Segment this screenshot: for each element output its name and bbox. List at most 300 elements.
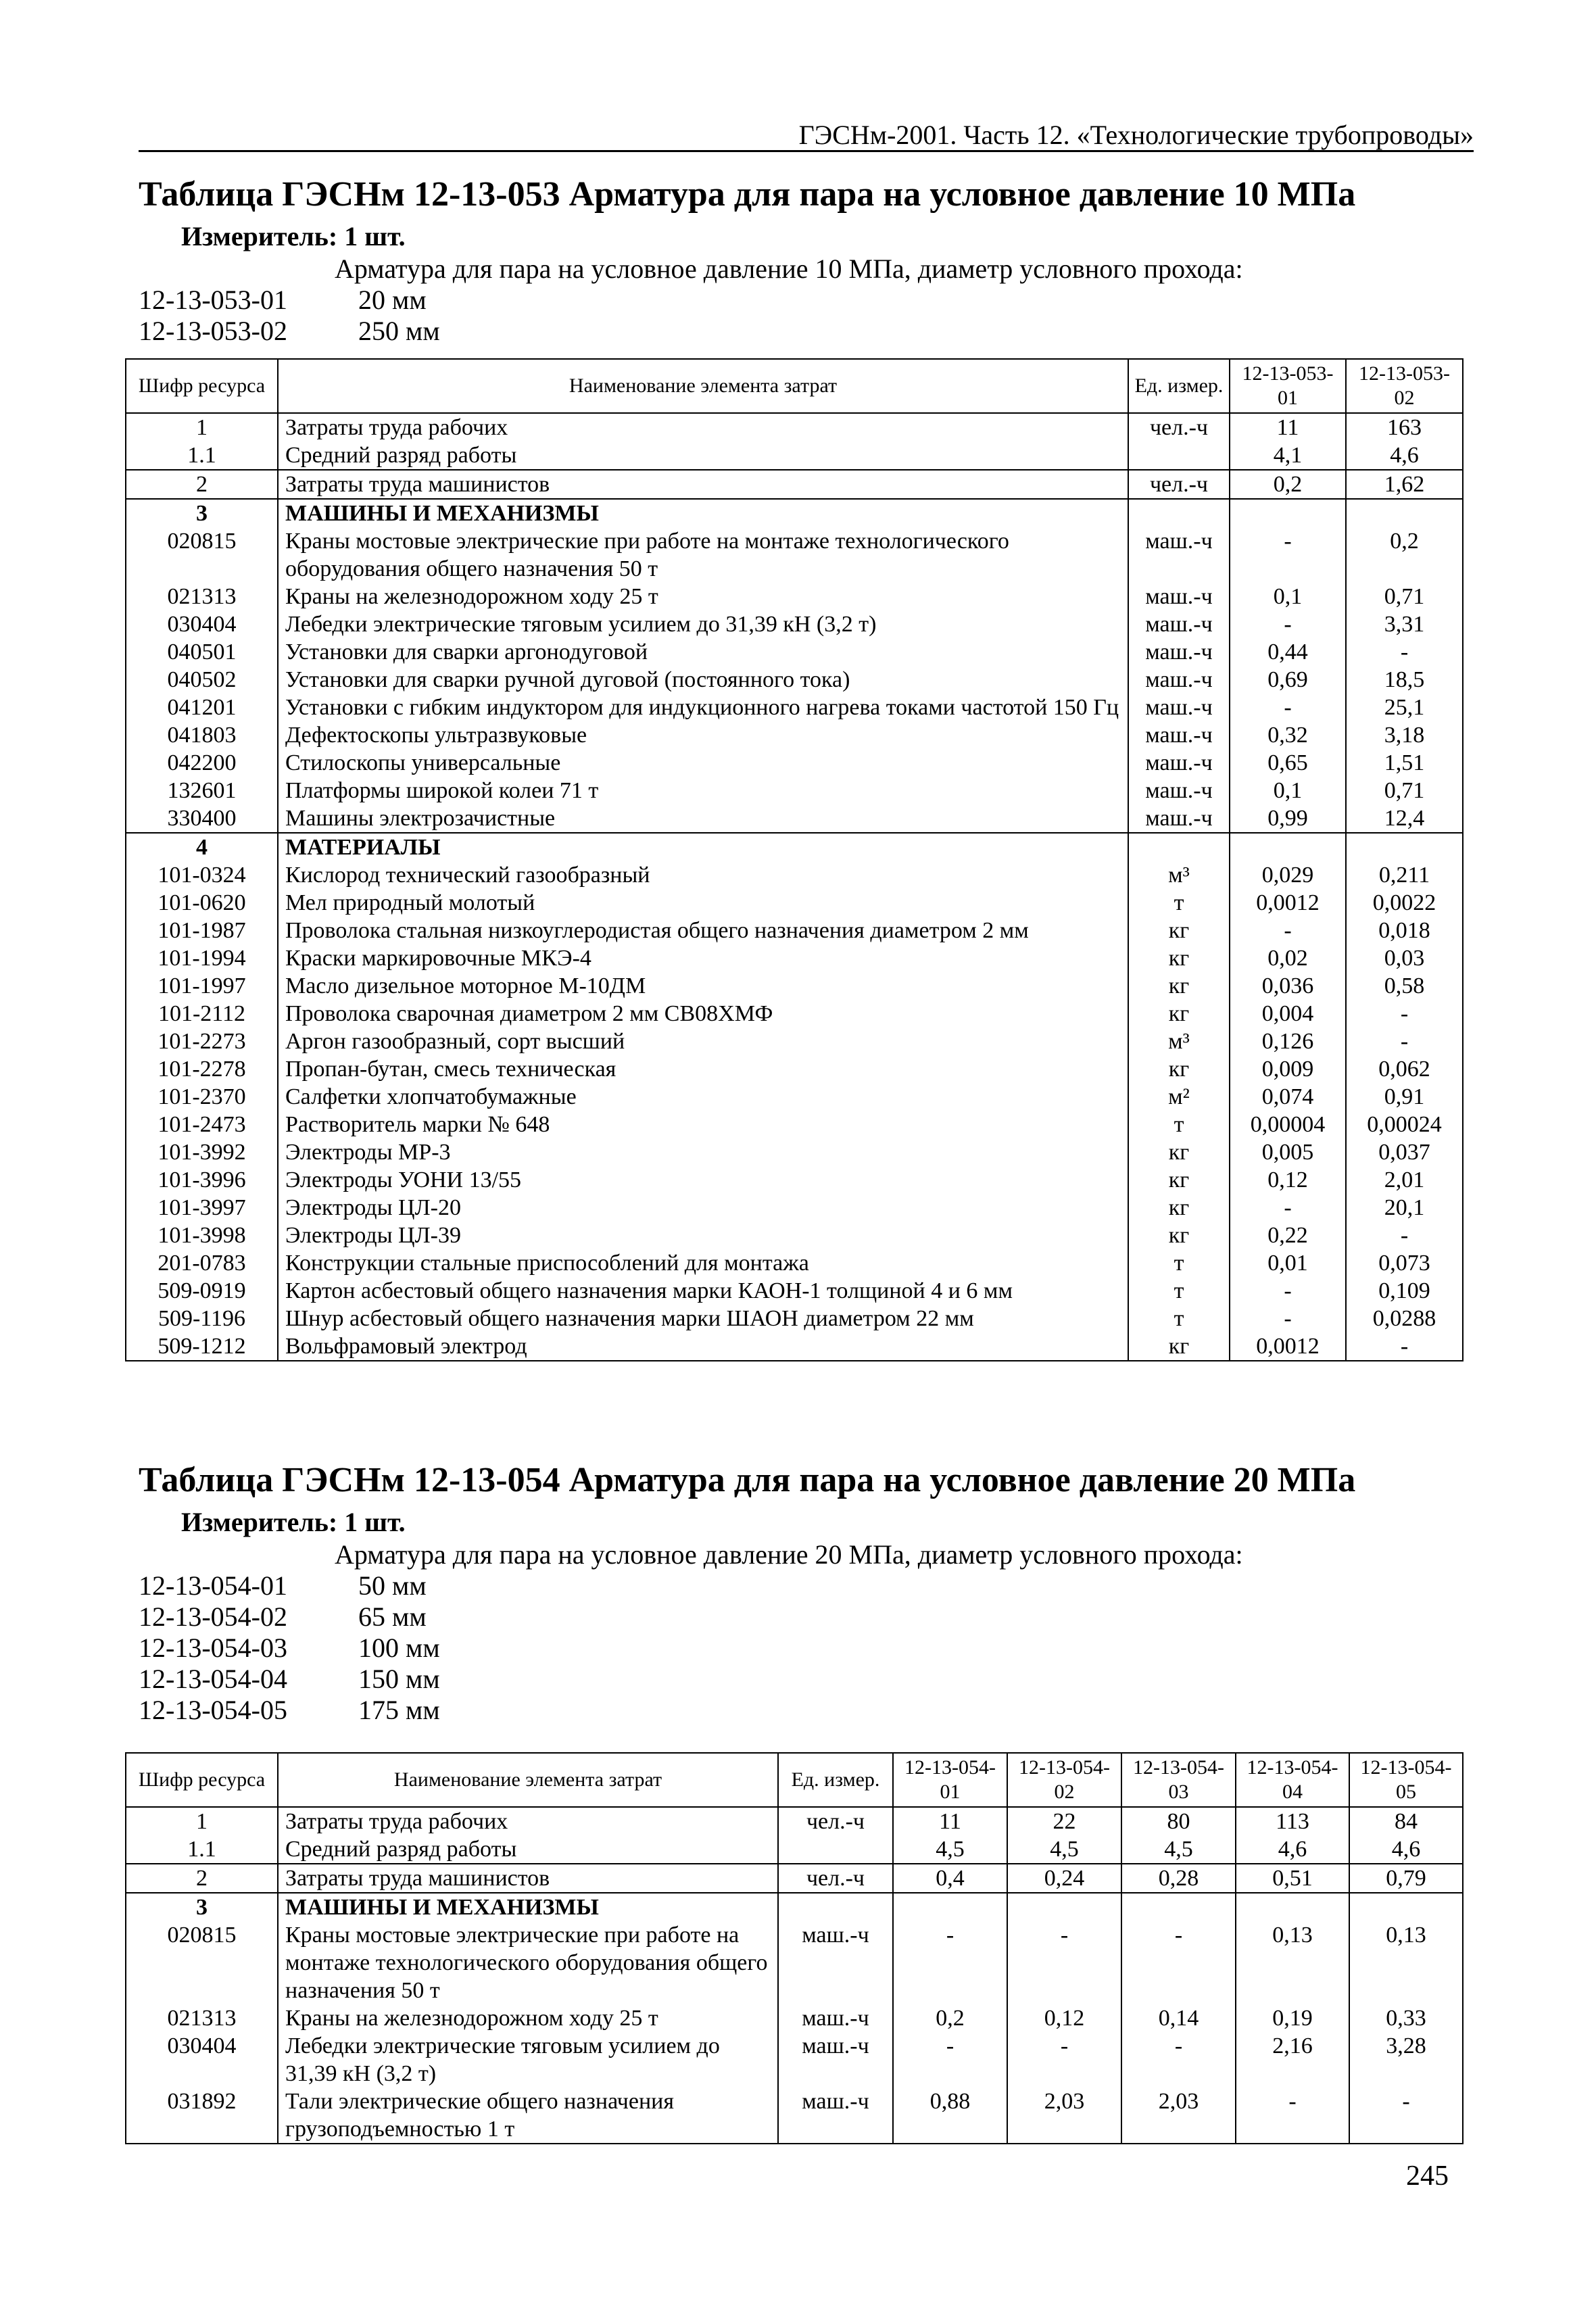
resource-name: Средний разряд работы — [278, 1835, 778, 1864]
resource-value — [1349, 1893, 1463, 1921]
resource-unit: маш.-ч — [1128, 583, 1230, 610]
resource-code: 101-1997 — [126, 972, 278, 1000]
resource-value: 0,004 — [1230, 1000, 1346, 1028]
col-variant-header: 12-13-054-02 — [1007, 1753, 1121, 1807]
resource-value: 0,03 — [1346, 944, 1463, 972]
table-row — [126, 583, 1463, 610]
resource-value: 11 — [1230, 413, 1346, 441]
resource-code: 040502 — [126, 666, 278, 694]
variant-code: 12-13-054-05 — [139, 1695, 287, 1725]
table-row — [126, 610, 1463, 638]
table-row — [126, 1028, 1463, 1055]
variant-value: 175 мм — [358, 1695, 440, 1725]
table-row — [126, 2004, 1463, 2032]
resource-value: 1,51 — [1346, 749, 1463, 777]
table-row — [126, 944, 1463, 972]
table-row — [126, 1055, 1463, 1083]
resource-code: 030404 — [126, 2032, 278, 2088]
variant-code: 12-13-054-02 — [139, 1601, 287, 1632]
resource-unit — [778, 1835, 893, 1864]
resource-unit: маш.-ч — [1128, 749, 1230, 777]
resource-unit: маш.-ч — [1128, 721, 1230, 749]
resource-unit: м³ — [1128, 861, 1230, 889]
table2-resources — [125, 1752, 1464, 2144]
col-variant-header: 12-13-053-01 — [1230, 359, 1346, 413]
col-variant-header: 12-13-054-01 — [893, 1753, 1007, 1807]
resource-unit: чел.-ч — [778, 1807, 893, 1835]
table-row — [126, 1893, 1463, 1921]
resource-value: 0,88 — [893, 2088, 1007, 2144]
table2-title: Таблица ГЭСНм 12-13-054 Арматура для пара на условное давление 20 МПа — [139, 1461, 1356, 1499]
resource-value: 80 — [1121, 1807, 1236, 1835]
resource-name: Краны на железнодорожном ходу 25 т — [278, 2004, 778, 2032]
resource-value: - — [1236, 2088, 1349, 2144]
resource-unit: кг — [1128, 1166, 1230, 1194]
resource-unit: маш.-ч — [1128, 610, 1230, 638]
table1-resources — [125, 358, 1464, 1361]
resource-value: - — [1121, 2032, 1236, 2088]
resource-unit: маш.-ч — [1128, 777, 1230, 804]
resource-unit: кг — [1128, 1055, 1230, 1083]
table-row — [126, 1138, 1463, 1166]
resource-unit: чел.-ч — [1128, 470, 1230, 499]
resource-unit: кг — [1128, 1194, 1230, 1222]
resource-name: Картон асбестовый общего назначения марки КАОН-1 толщиной 4 и 6 мм — [278, 1277, 1128, 1305]
resource-value: 0,009 — [1230, 1055, 1346, 1083]
resource-value: 1,62 — [1346, 470, 1463, 499]
resource-unit: м³ — [1128, 1028, 1230, 1055]
table-row — [126, 1083, 1463, 1111]
variant-value: 250 мм — [358, 316, 440, 346]
resource-name: Растворитель марки № 648 — [278, 1111, 1128, 1138]
resource-name: Затраты труда рабочих — [278, 413, 1128, 441]
resource-code: 101-0620 — [126, 889, 278, 917]
resource-unit — [1128, 833, 1230, 861]
resource-unit: маш.-ч — [1128, 694, 1230, 721]
col-variant-header: 12-13-053-02 — [1346, 359, 1463, 413]
col-name-header: Наименование элемента затрат — [278, 1753, 778, 1807]
resource-value: - — [1007, 2032, 1121, 2088]
table-row — [126, 1332, 1463, 1361]
resource-value: 163 — [1346, 413, 1463, 441]
table-row — [126, 917, 1463, 944]
resource-name: Краны мостовые электрические при работе на монтаже технологического оборудования общего назначения 50 т — [278, 527, 1128, 583]
resource-value: - — [1349, 2088, 1463, 2144]
resource-value: 0,79 — [1349, 1864, 1463, 1893]
resource-unit: маш.-ч — [1128, 638, 1230, 666]
resource-value: 2,01 — [1346, 1166, 1463, 1194]
resource-code: 021313 — [126, 2004, 278, 2032]
resource-value: 4,5 — [1121, 1835, 1236, 1864]
resource-value: 0,074 — [1230, 1083, 1346, 1111]
resource-value: 0,0288 — [1346, 1305, 1463, 1332]
resource-code: 330400 — [126, 804, 278, 833]
resource-value: 0,126 — [1230, 1028, 1346, 1055]
table-row — [126, 441, 1463, 470]
resource-value: - — [1230, 1277, 1346, 1305]
table-row — [126, 1222, 1463, 1249]
table1-description: Арматура для пара на условное давление 10 МПа, диаметр условного прохода: — [335, 254, 1243, 284]
resource-value: - — [1346, 1222, 1463, 1249]
resource-value: 25,1 — [1346, 694, 1463, 721]
resource-code: 1 — [126, 413, 278, 441]
resource-unit: кг — [1128, 1138, 1230, 1166]
resource-code: 132601 — [126, 777, 278, 804]
resource-code: 2 — [126, 1864, 278, 1893]
resource-value: 0,109 — [1346, 1277, 1463, 1305]
resource-code: 201-0783 — [126, 1249, 278, 1277]
resource-name: Дефектоскопы ультразвуковые — [278, 721, 1128, 749]
table-row — [126, 499, 1463, 527]
resource-name: Мел природный молотый — [278, 889, 1128, 917]
resource-code: 101-3996 — [126, 1166, 278, 1194]
resource-code: 020815 — [126, 527, 278, 583]
resource-value: 4,6 — [1349, 1835, 1463, 1864]
table-row — [126, 638, 1463, 666]
col-code-header: Шифр ресурса — [126, 359, 278, 413]
resource-value: 0,0022 — [1346, 889, 1463, 917]
resource-name: Машины электрозачистные — [278, 804, 1128, 833]
resource-value: 0,01 — [1230, 1249, 1346, 1277]
table-row — [126, 861, 1463, 889]
resource-unit: кг — [1128, 1332, 1230, 1361]
resource-name: Затраты труда рабочих — [278, 1807, 778, 1835]
resource-code: 101-1987 — [126, 917, 278, 944]
resource-value: - — [893, 1921, 1007, 2004]
resource-unit: маш.-ч — [778, 1921, 893, 2004]
resource-value: 20,1 — [1346, 1194, 1463, 1222]
resource-value: 0,58 — [1346, 972, 1463, 1000]
resource-name: Краски маркировочные МКЭ-4 — [278, 944, 1128, 972]
resource-unit: маш.-ч — [1128, 804, 1230, 833]
table-row — [126, 2032, 1463, 2088]
resource-value: 0,0012 — [1230, 889, 1346, 917]
resource-unit: маш.-ч — [1128, 666, 1230, 694]
resource-value: 22 — [1007, 1807, 1121, 1835]
resource-name: МАШИНЫ И МЕХАНИЗМЫ — [278, 499, 1128, 527]
resource-unit: кг — [1128, 917, 1230, 944]
resource-code: 101-2473 — [126, 1111, 278, 1138]
col-variant-header: 12-13-054-03 — [1121, 1753, 1236, 1807]
resource-value: 0,32 — [1230, 721, 1346, 749]
resource-code: 509-1212 — [126, 1332, 278, 1361]
variant-code: 12-13-054-03 — [139, 1633, 287, 1663]
resource-value: 0,13 — [1236, 1921, 1349, 2004]
resource-name: Тали электрические общего назначения грузоподъемностью 1 т — [278, 2088, 778, 2144]
resource-value — [893, 1893, 1007, 1921]
resource-name: Пропан-бутан, смесь техническая — [278, 1055, 1128, 1083]
resource-name: Краны мостовые электрические при работе на монтаже технологического оборудования общего назначения 50 т — [278, 1921, 778, 2004]
variant-value: 20 мм — [358, 285, 427, 315]
resource-name: МАТЕРИАЛЫ — [278, 833, 1128, 861]
resource-value: 0,13 — [1349, 1921, 1463, 2004]
resource-name: Установки с гибким индуктором для индукционного нагрева токами частотой 150 Гц — [278, 694, 1128, 721]
resource-value — [1230, 499, 1346, 527]
table-row — [126, 1000, 1463, 1028]
resource-code: 101-2370 — [126, 1083, 278, 1111]
table-row — [126, 1111, 1463, 1138]
resource-name: Затраты труда машинистов — [278, 470, 1128, 499]
resource-name: Установки для сварки аргонодуговой — [278, 638, 1128, 666]
resource-value: 0,24 — [1007, 1864, 1121, 1893]
resource-unit: кг — [1128, 944, 1230, 972]
resource-code: 101-0324 — [126, 861, 278, 889]
resource-value: 0,005 — [1230, 1138, 1346, 1166]
col-variant-header: 12-13-054-04 — [1236, 1753, 1349, 1807]
table-row — [126, 470, 1463, 499]
table-row — [126, 1277, 1463, 1305]
resource-code: 041201 — [126, 694, 278, 721]
resource-code: 101-3998 — [126, 1222, 278, 1249]
resource-value — [1007, 1893, 1121, 1921]
resource-value: - — [893, 2032, 1007, 2088]
resource-unit: т — [1128, 1111, 1230, 1138]
table1-meter: Измеритель: 1 шт. — [181, 221, 406, 251]
resource-value — [1230, 833, 1346, 861]
table-row — [126, 1249, 1463, 1277]
resource-code: 030404 — [126, 610, 278, 638]
resource-unit: т — [1128, 1277, 1230, 1305]
resource-value: - — [1230, 1194, 1346, 1222]
col-variant-header: 12-13-054-05 — [1349, 1753, 1463, 1807]
table2-meter: Измеритель: 1 шт. — [181, 1507, 406, 1537]
resource-name: Конструкции стальные приспособлений для монтажа — [278, 1249, 1128, 1277]
resource-value — [1346, 499, 1463, 527]
resource-name: Электроды МР-3 — [278, 1138, 1128, 1166]
resource-value: 0,211 — [1346, 861, 1463, 889]
resource-value: 0,036 — [1230, 972, 1346, 1000]
resource-code: 020815 — [126, 1921, 278, 2004]
table-row — [126, 2088, 1463, 2144]
resource-value: 0,037 — [1346, 1138, 1463, 1166]
variant-value: 100 мм — [358, 1633, 440, 1663]
resource-name: Средний разряд работы — [278, 441, 1128, 470]
resource-value: 0,2 — [1230, 470, 1346, 499]
resource-value: 11 — [893, 1807, 1007, 1835]
resource-code: 2 — [126, 470, 278, 499]
resource-value: 3,31 — [1346, 610, 1463, 638]
resource-unit: маш.-ч — [778, 2004, 893, 2032]
resource-value: 0,4 — [893, 1864, 1007, 1893]
resource-value: 0,51 — [1236, 1864, 1349, 1893]
resource-name: Лебедки электрические тяговым усилием до 31,39 кН (3,2 т) — [278, 2032, 778, 2088]
resource-value: - — [1230, 917, 1346, 944]
resource-name: Проволока сварочная диаметром 2 мм СВ08ХМФ — [278, 1000, 1128, 1028]
resource-code: 042200 — [126, 749, 278, 777]
page-number: 245 — [1406, 2161, 1449, 2192]
resource-value: 0,00004 — [1230, 1111, 1346, 1138]
resource-name: Установки для сварки ручной дуговой (постоянного тока) — [278, 666, 1128, 694]
resource-value: - — [1230, 610, 1346, 638]
resource-unit: чел.-ч — [1128, 413, 1230, 441]
resource-code: 101-2278 — [126, 1055, 278, 1083]
resource-value: 113 — [1236, 1807, 1349, 1835]
resource-code: 509-1196 — [126, 1305, 278, 1332]
col-name-header: Наименование элемента затрат — [278, 359, 1128, 413]
resource-name: Платформы широкой колеи 71 т — [278, 777, 1128, 804]
table-row — [126, 721, 1463, 749]
resource-value: - — [1346, 1028, 1463, 1055]
resource-value: - — [1121, 1921, 1236, 2004]
table-row — [126, 749, 1463, 777]
table-row — [126, 1835, 1463, 1864]
col-unit-header: Ед. измер. — [778, 1753, 893, 1807]
resource-value: 0,00024 — [1346, 1111, 1463, 1138]
resource-value: 2,03 — [1007, 2088, 1121, 2144]
resource-name: Салфетки хлопчатобумажные — [278, 1083, 1128, 1111]
table-row — [126, 1807, 1463, 1835]
resource-value: 2,16 — [1236, 2032, 1349, 2088]
variant-value: 150 мм — [358, 1664, 440, 1694]
resource-unit — [1128, 499, 1230, 527]
resource-value: 0,22 — [1230, 1222, 1346, 1249]
resource-code: 3 — [126, 1893, 278, 1921]
table-row — [126, 1864, 1463, 1893]
resource-name: Аргон газообразный, сорт высший — [278, 1028, 1128, 1055]
resource-name: МАШИНЫ И МЕХАНИЗМЫ — [278, 1893, 778, 1921]
resource-name: Стилоскопы универсальные — [278, 749, 1128, 777]
resource-name: Электроды ЦЛ-39 — [278, 1222, 1128, 1249]
resource-value: 3,18 — [1346, 721, 1463, 749]
resource-name: Вольфрамовый электрод — [278, 1332, 1128, 1361]
resource-unit: кг — [1128, 972, 1230, 1000]
resource-name: Затраты труда машинистов — [278, 1864, 778, 1893]
resource-code: 101-1994 — [126, 944, 278, 972]
resource-name: Электроды УОНИ 13/55 — [278, 1166, 1128, 1194]
resource-value: 4,6 — [1236, 1835, 1349, 1864]
table-row — [126, 666, 1463, 694]
resource-value: 0,0012 — [1230, 1332, 1346, 1361]
resource-name: Лебедки электрические тяговым усилием до 31,39 кН (3,2 т) — [278, 610, 1128, 638]
resource-name: Масло дизельное моторное М-10ДМ — [278, 972, 1128, 1000]
resource-value: 4,5 — [1007, 1835, 1121, 1864]
resource-value: 0,2 — [1346, 527, 1463, 583]
resource-unit: м² — [1128, 1083, 1230, 1111]
resource-value: 12,4 — [1346, 804, 1463, 833]
resource-value — [1346, 833, 1463, 861]
resource-value: 4,1 — [1230, 441, 1346, 470]
table-row — [126, 1305, 1463, 1332]
resource-value: 0,12 — [1230, 1166, 1346, 1194]
resource-unit: маш.-ч — [1128, 527, 1230, 583]
resource-code: 101-2112 — [126, 1000, 278, 1028]
table-row — [126, 1194, 1463, 1222]
resource-value: - — [1346, 1000, 1463, 1028]
resource-unit — [778, 1893, 893, 1921]
resource-value: 0,99 — [1230, 804, 1346, 833]
resource-value: 0,71 — [1346, 777, 1463, 804]
resource-code: 040501 — [126, 638, 278, 666]
table-row — [126, 833, 1463, 861]
resource-value: 0,2 — [893, 2004, 1007, 2032]
resource-code: 3 — [126, 499, 278, 527]
resource-code: 4 — [126, 833, 278, 861]
variant-code: 12-13-053-02 — [139, 316, 287, 346]
table2-description: Арматура для пара на условное давление 20 МПа, диаметр условного прохода: — [335, 1539, 1243, 1570]
resource-value: 4,5 — [893, 1835, 1007, 1864]
resource-code: 101-3997 — [126, 1194, 278, 1222]
resource-value: 2,03 — [1121, 2088, 1236, 2144]
resource-value: - — [1007, 1921, 1121, 2004]
variant-code: 12-13-053-01 — [139, 285, 287, 315]
resource-unit: т — [1128, 1305, 1230, 1332]
resource-value: 0,19 — [1236, 2004, 1349, 2032]
resource-name: Кислород технический газообразный — [278, 861, 1128, 889]
resource-name: Краны на железнодорожном ходу 25 т — [278, 583, 1128, 610]
resource-code: 101-2273 — [126, 1028, 278, 1055]
table-row — [126, 777, 1463, 804]
table-row — [126, 694, 1463, 721]
resource-value — [1121, 1893, 1236, 1921]
variant-value: 65 мм — [358, 1601, 427, 1632]
resource-value: 0,02 — [1230, 944, 1346, 972]
table-row — [126, 889, 1463, 917]
resource-value: - — [1230, 1305, 1346, 1332]
resource-value: - — [1346, 638, 1463, 666]
variant-code: 12-13-054-01 — [139, 1570, 287, 1601]
resource-value: 0,018 — [1346, 917, 1463, 944]
resource-code: 041803 — [126, 721, 278, 749]
resource-value: 0,14 — [1121, 2004, 1236, 2032]
table1-title: Таблица ГЭСНм 12-13-053 Арматура для пара на условное давление 10 МПа — [139, 175, 1356, 214]
resource-value: 0,1 — [1230, 777, 1346, 804]
table-row — [126, 972, 1463, 1000]
resource-value — [1236, 1893, 1349, 1921]
resource-value: 0,44 — [1230, 638, 1346, 666]
resource-value: 0,073 — [1346, 1249, 1463, 1277]
col-code-header: Шифр ресурса — [126, 1753, 278, 1807]
resource-unit: кг — [1128, 1222, 1230, 1249]
resource-value: 0,69 — [1230, 666, 1346, 694]
resource-unit: кг — [1128, 1000, 1230, 1028]
col-unit-header: Ед. измер. — [1128, 359, 1230, 413]
resource-code: 1.1 — [126, 1835, 278, 1864]
resource-code: 1.1 — [126, 441, 278, 470]
resource-value: 0,91 — [1346, 1083, 1463, 1111]
resource-value: 0,65 — [1230, 749, 1346, 777]
resource-value: 0,1 — [1230, 583, 1346, 610]
resource-code: 101-3992 — [126, 1138, 278, 1166]
resource-unit: маш.-ч — [778, 2032, 893, 2088]
resource-code: 021313 — [126, 583, 278, 610]
resource-code: 1 — [126, 1807, 278, 1835]
resource-value: 4,6 — [1346, 441, 1463, 470]
resource-name: Шнур асбестовый общего назначения марки ШАОН диаметром 22 мм — [278, 1305, 1128, 1332]
resource-value: - — [1346, 1332, 1463, 1361]
resource-value: 0,71 — [1346, 583, 1463, 610]
resource-unit: чел.-ч — [778, 1864, 893, 1893]
table-row — [126, 527, 1463, 583]
resource-value: 3,28 — [1349, 2032, 1463, 2088]
resource-value: 84 — [1349, 1807, 1463, 1835]
resource-code: 031892 — [126, 2088, 278, 2144]
table-row — [126, 1166, 1463, 1194]
variant-code: 12-13-054-04 — [139, 1664, 287, 1694]
resource-value: 0,28 — [1121, 1864, 1236, 1893]
resource-value: - — [1230, 527, 1346, 583]
resource-value: 0,12 — [1007, 2004, 1121, 2032]
variant-value: 50 мм — [358, 1570, 427, 1601]
resource-code: 509-0919 — [126, 1277, 278, 1305]
resource-name: Проволока стальная низкоуглеродистая общего назначения диаметром 2 мм — [278, 917, 1128, 944]
resource-value: 0,062 — [1346, 1055, 1463, 1083]
table-row — [126, 804, 1463, 833]
resource-unit: т — [1128, 1249, 1230, 1277]
resource-unit: т — [1128, 889, 1230, 917]
resource-name: Электроды ЦЛ-20 — [278, 1194, 1128, 1222]
table-row — [126, 1921, 1463, 2004]
resource-value: 0,33 — [1349, 2004, 1463, 2032]
